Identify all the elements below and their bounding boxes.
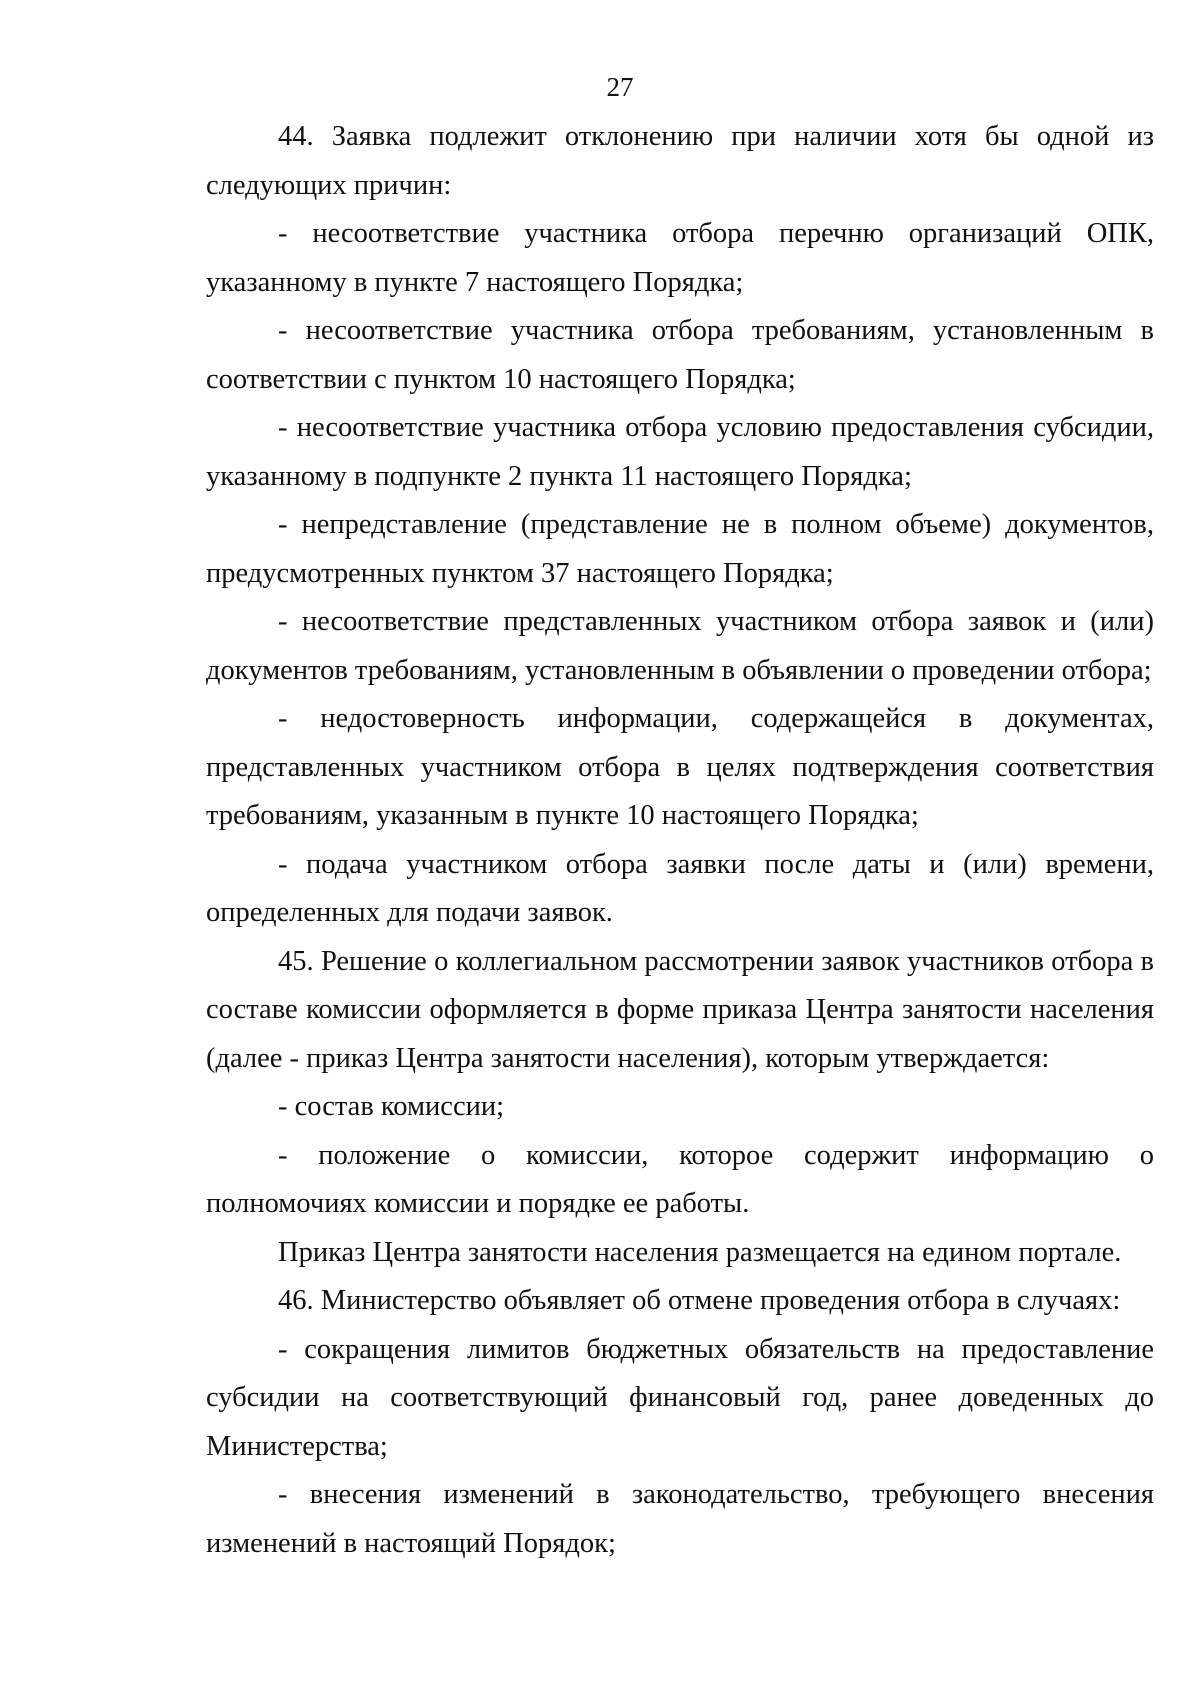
list-item-late-submission: - подача участником отбора заявки после даты и (или) времени, определенных для подачи заявок. [206, 848, 1154, 928]
paragraph-order-publication: Приказ Центра занятости населения размещается на едином портале. [278, 1236, 1122, 1268]
list-item-budget-reduction: - сокращения лимитов бюджетных обязательств на предоставление субсидии на соответствующий финансовый год, ранее доведенных до Министерства; [206, 1333, 1154, 1462]
list-item-opk-mismatch: - несоответствие участника отбора перечню организаций ОПК, указанному в пункте 7 настоящего Порядка; [206, 218, 1154, 298]
list-item-legislation-change: - внесения изменений в законодательство, требующего внесения изменений в настоящий Порядок; [206, 1479, 1154, 1559]
list-item-false-information: - недостоверность информации, содержащейся в документах, представленных участником отбора в целях подтверждения соответствия требованиям, указанным в пункте 10 настоящего Порядка; [206, 703, 1154, 831]
list-item-condition-mismatch: - несоответствие участника отбора условию предоставления субсидии, указанному в подпункте 2 пункта 11 настоящего Порядка; [206, 412, 1154, 492]
paragraph-45: 45. Решение о коллегиальном рассмотрении заявок участников отбора в составе комиссии оформляется в форме приказа Центра занятости населения (далее - приказ Центра занятости населения), которым утверждается: [206, 945, 1154, 1074]
paragraph-44-intro: 44. Заявка подлежит отклонению при наличии хотя бы одной из следующих причин: [206, 121, 1154, 201]
paragraph-46: 46. Министерство объявляет об отмене проведения отбора в случаях: [278, 1285, 1121, 1316]
list-item-announcement-mismatch: - несоответствие представленных участником отбора заявок и (или) документов требованиям, установленным в объявлении о проведении отбора; [206, 606, 1154, 686]
list-item-requirements-mismatch: - несоответствие участника отбора требованиям, установленным в соответствии с пунктом 10 настоящего Порядка; [206, 315, 1154, 395]
page-number: 27 [606, 72, 634, 102]
list-item-commission-regulation: - положение о комиссии, которое содержит информацию о полномочиях комиссии и порядке ее работы. [206, 1139, 1154, 1219]
list-item-documents-missing: - непредставление (представление не в полном объеме) документов, предусмотренных пунктом 37 настоящего Порядка; [206, 509, 1154, 589]
document-body [206, 113, 1154, 1568]
list-item-commission-composition: - состав комиссии; [278, 1091, 505, 1122]
